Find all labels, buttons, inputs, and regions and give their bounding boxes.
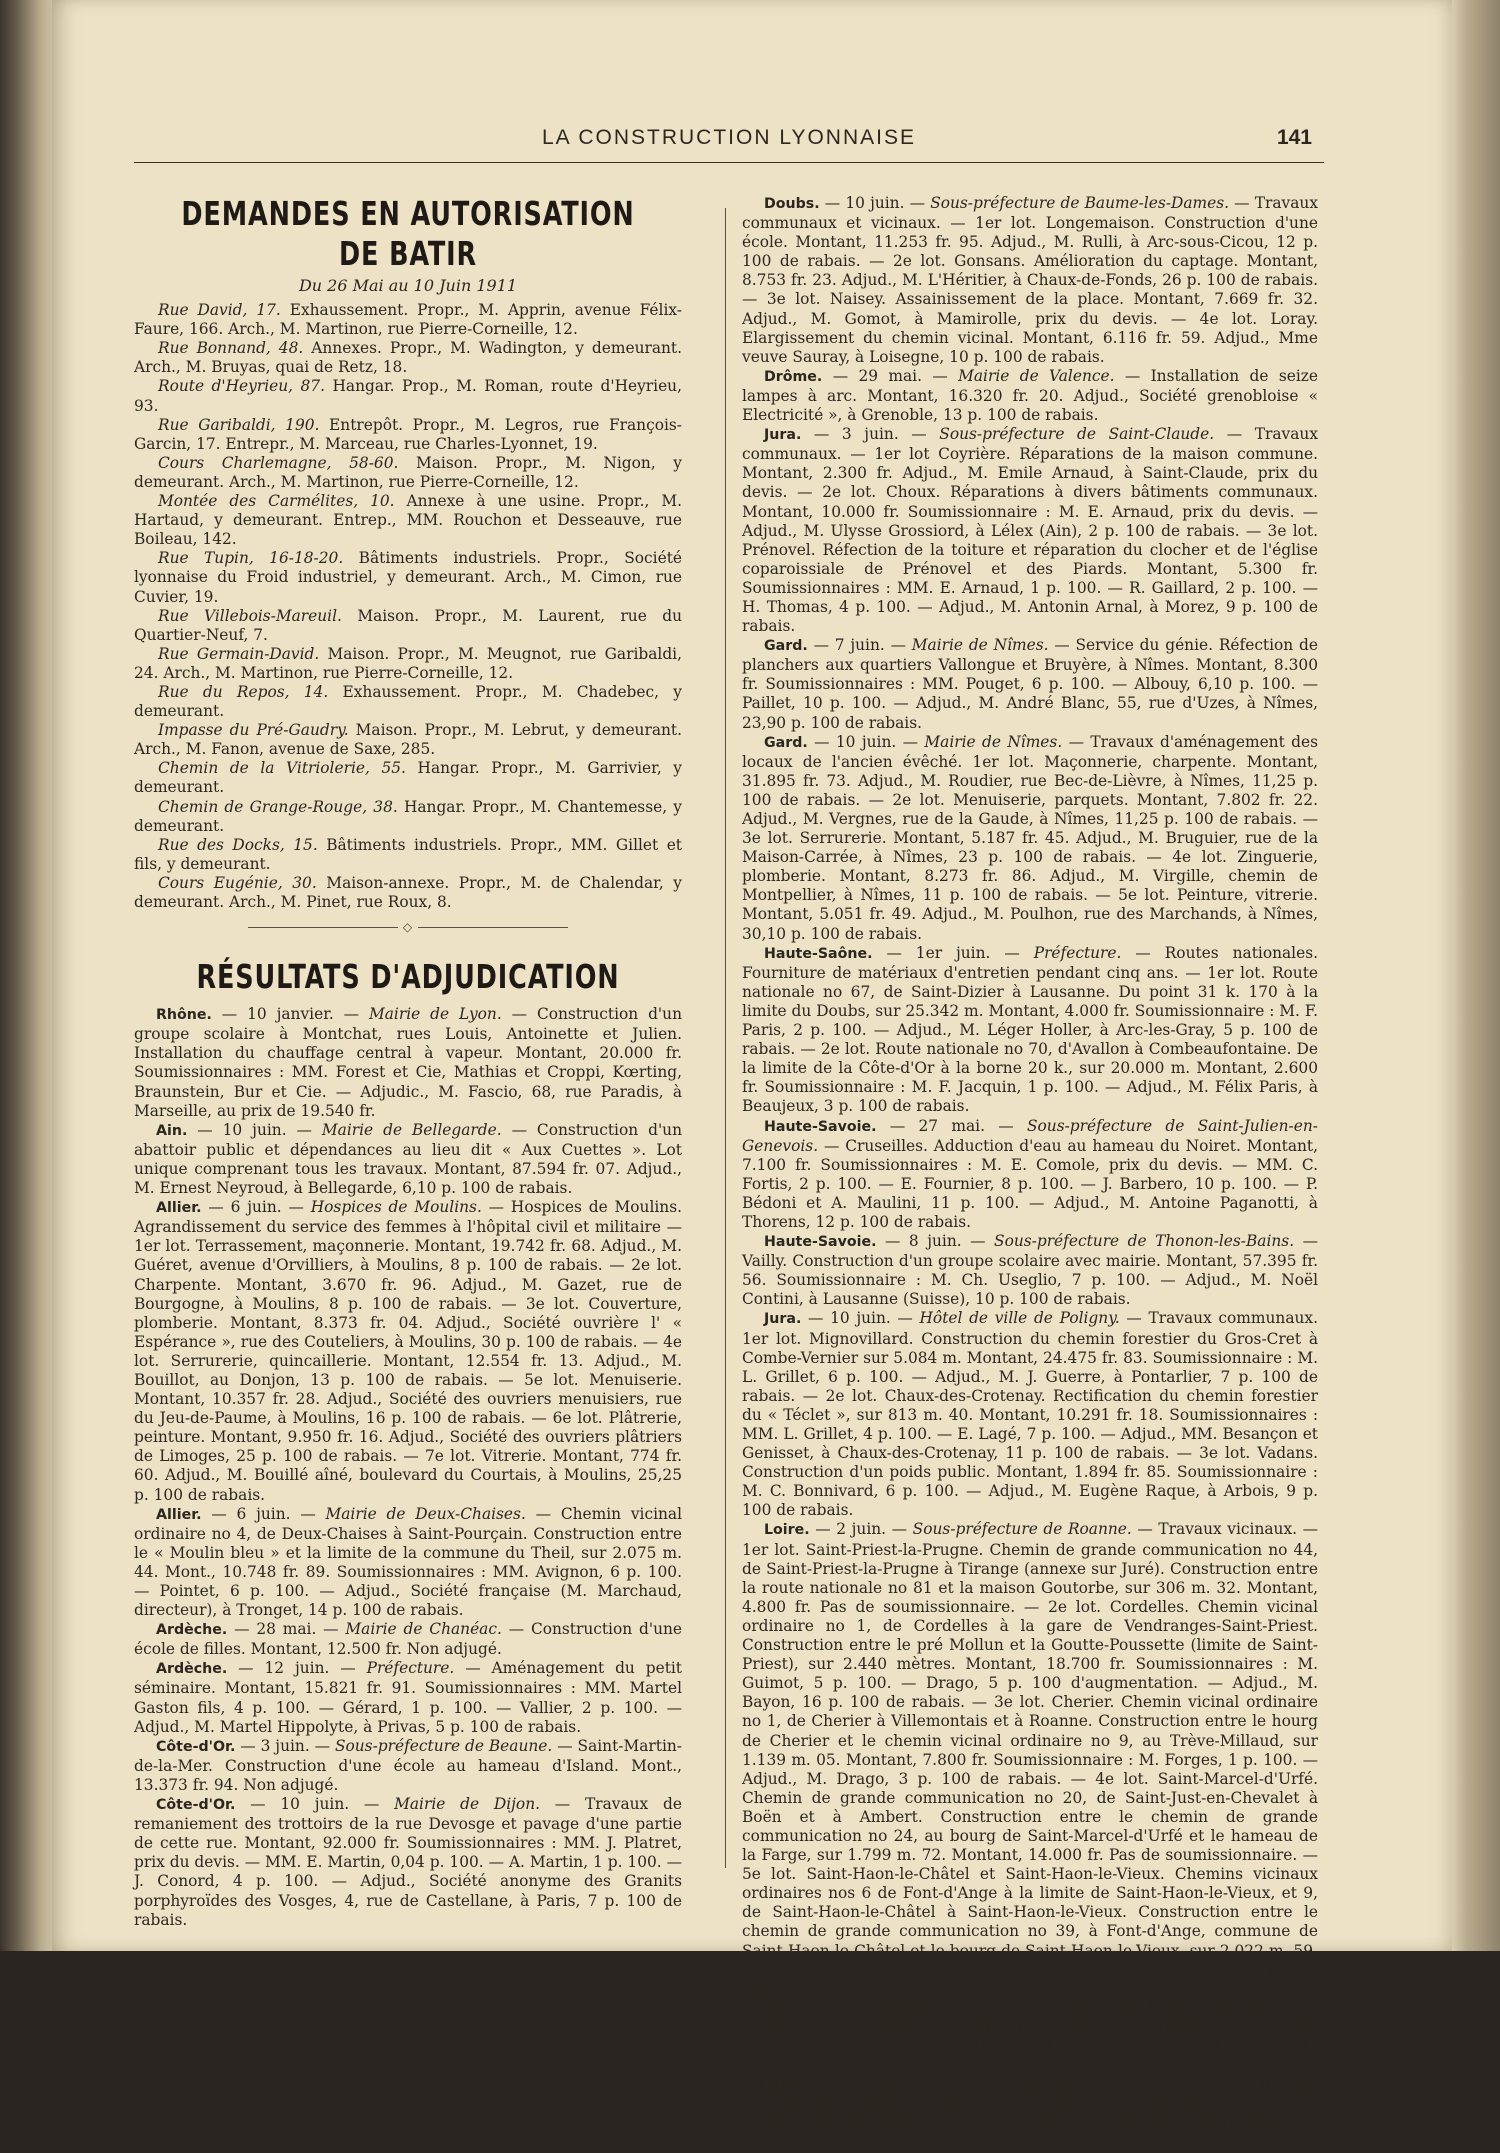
entry-date: — 6 juin. — <box>201 1198 311 1217</box>
permit-entry <box>134 377 682 415</box>
permit-entry <box>134 339 682 377</box>
permit-details: Hangar. Propr., M. Chantemesse, y demeurant. <box>134 797 682 835</box>
permit-details: Bâtiments industriels. Propr., Société lyonnaise du Froid industriel, y demeurant. Arch., M. Cimon, rue Cuvier, 19. <box>134 549 682 606</box>
page-number: 141 <box>1276 126 1312 149</box>
permit-street: Chemin de Grange-Rouge, 38. <box>158 797 398 816</box>
department-name: Gard. <box>764 638 808 655</box>
entry-details: — Travaux d'aménagement des locaux de l'ancien évêché. 1er lot. Maçonnerie, charpente. Montant, 31.895 fr. 73. Adjud., M. Roudier, rue Bec-de-Lièvre, à Nîmes, 11,25 p. 100 de rabais. — 2e lot. Menuiserie, parquets. Montant, 7.802 fr. 22. Adjud., M. Vergnes, rue de la Gaude, à Nîmes, 11,25 p. 100 de rabais. — 3e lot. Serrurerie. Montant, 5.187 fr. 45. Adjud., M. Bruguier, rue de la Maison-Carrée, à Nîmes, 23 p. 100 de rabais. — 4e lot. Zinguerie, plomberie. Montant, 8.273 fr. 86. Adjud., M. Virgille, chemin de Montpellier, à Nîmes, 11 p. 100 de rabais. — 5e lot. Peinture, vitrerie. Montant, 5.051 fr. 49. Adjud., M. Poulhon, rue des Marchands, à Nîmes, 30,10 p. 100 de rabais. <box>742 732 1319 943</box>
entry-date: — 7 juin. — <box>807 636 912 655</box>
permit-entry <box>134 798 682 836</box>
column-divider <box>725 208 726 1868</box>
entry-date: — 28 mai. — <box>227 1620 346 1639</box>
entry-date: — 27 mai. — <box>876 1116 1027 1135</box>
entry-authority: Mairie de Valence. <box>958 366 1115 385</box>
adjudication-entry <box>134 1121 682 1198</box>
entry-details: — Installation de seize lampes à arc. Montant, 16.320 fr. 20. Adjud., Société grenobloise « Electricité », à Grenoble, 13 p. 100 de rabais. <box>742 366 1318 425</box>
entry-details: — Routes nationales. Fourniture de matériaux d'entretien pendant cinq ans. — 1er lot. Route nationale no 67, de Saint-Dizier à Lausanne. Du point 31 k. 170 à la limite du Doubs, sur 25.342 m. Montant, 4.000 fr. Soumissionnaire : M. F. Paris, 2 p. 100. — Adjud., M. Léger Holler, à Arc-les-Gray, 5 p. 100 de rabais. — 2e lot. Route nationale no 70, d'Avallon à Combeaufontaine. De la limite de la Côte-d'Or à la borne 20 k., sur 20.000 m. Montant, 2.600 fr. Soumissionnaire : M. F. Jacquin, 1 p. 100. — Adjud., M. Félix Paris, à Beaujeux, 3 p. 100 de rabais. <box>742 943 1319 1116</box>
permit-details: Exhaussement. Propr., M. Apprin, avenue Félix-Faure, 166. Arch., M. Martinon, rue Pierre-Corneille, 12. <box>134 301 682 339</box>
adjudication-entry <box>742 194 1318 367</box>
entry-authority: Mairie de Chanéac. <box>345 1620 502 1639</box>
entry-date: — 3 juin. — <box>801 425 940 444</box>
entry-date: — 6 juin. — <box>201 1504 326 1523</box>
adjudication-entry <box>134 1505 682 1621</box>
department-name: Drôme. <box>764 368 823 385</box>
department-name: Allier. <box>156 1200 202 1217</box>
entry-details: — Travaux vicinaux. — 1er lot. Saint-Priest-la-Prugne. Chemin de grande communication no 44, de Saint-Priest-la-Prugne à Tirange (annexe sur Juré). Construction entre la route nationale no 81 et la maison Goutorbe, sur 306 m. 32. Montant, 4.800 fr. Pas de soumissionnaire. — 2e lot. Cordelles. Chemin vicinal ordinaire no 1, de Cordelles à la gare de Vendranges-Saint-Priest. Construction entre le pré Mollun et la Goutte-Poussette (limite de Saint-Priest), sur 2.440 mètres. Montant, 18.700 fr. Soumissionnaires : M. Guimot, 5 p. 100. — Drago, 5 p. 100 d'augmentation. — Adjud., M. Bayon, 16 p. 100 de rabais. — 3e lot. Cherier. Chemin vicinal ordinaire no 1, de Cherier à Villemontais et à Roanne. Construction entre le hourg de Cherier et le chemin vicinal ordinaire no 9, au Trève-Millaud, sur 1.139 m. 05. Montant, 7.800 fr. Soumissionnaire : M. Forges, 1 p. 100. — Adjud., M. Drago, 3 p. 100 de rabais. — 4e lot. Saint-Marcel-d'Urfé. Chemin de grande communication no 20, de Saint-Just-en-Chevalet à Boën et à Ambert. Construction entre le chemin de grande communication no 24, au bourg de Saint-Marcel-d'Urfé et le hameau de la Farge, sur 1.799 m. 72. Montant, 14.000 fr. Pas de soumissionnaire. — 5e lot. Saint-Haon-le-Châtel et Saint-Haon-le-Vieux. Chemins vicinaux ordinaires nos 6 de Font-d'Ange à la limite de Saint-Haon-le-Vieux, et 9, de Saint-Haon-le-Châtel à Saint-Haon-le-Vieux. Construction entre le chemin de grande communication no 39, à Font-d'Ange, commune de Saint-Haon-le-Châtel et le bourg de Saint-Haon-le-Vieux, sur 2.022 m. 59. Soumissionnaires : M. Forges, prix du devis. — M. Drago, 1 p. 100. — Adjud., M. Darcon, à Renaison, 2 p. 100 de rabais. — 6e lot. La Bénissons-Dieu. Chemin vicinal ordinaire no 9, de la Bénissons-Dieu à la Croix de la Perche. Construction entre le chemin de grande communication no 4 bis et la limite de la commune de Noailly, sur 1.219 m. 16. Montant, 9.000 fr. Pas de soumissionnaire. <box>742 1520 1319 2075</box>
entry-date: — 8 juin. — <box>876 1232 995 1251</box>
entry-authority: Sous-préfecture de Roanne. <box>912 1520 1132 1539</box>
permit-street: Chemin de la Vitriolerie, 55. <box>158 759 406 778</box>
permit-street: Impasse du Pré-Gaudry. <box>158 721 349 740</box>
department-name: Doubs. <box>764 196 820 212</box>
entry-date: — 1er juin. — <box>872 943 1034 962</box>
permit-street: Rue Garibaldi, 190. <box>158 415 320 434</box>
results-list-left <box>134 1005 682 1930</box>
permit-details: Hangar. Propr., M. Garrivier, y demeurant. <box>134 759 682 797</box>
entry-details: — Vailly. Construction d'un groupe scolaire avec mairie. Montant, 57.395 fr. 56. Soumissionnaire : M. Ch. Useglio, 7 p. 100. — Adjud., M. Noël Contini, à Lausanne (Suisse), 10 p. 100 de rabais. <box>742 1232 1319 1309</box>
adjudication-entry <box>742 425 1318 636</box>
department-name: Ardèche. <box>156 1622 228 1639</box>
entry-authority: Sous-préfecture de Saint-Claude. <box>939 425 1215 444</box>
entry-authority: Mairie de Nîmes. <box>924 732 1063 751</box>
permit-street: Cours Eugénie, 30. <box>158 873 317 892</box>
entry-date: — 10 juin. — <box>235 1795 395 1814</box>
adjudication-entry <box>742 2075 1318 2152</box>
permit-street: Rue Tupin, 16-18-20. <box>158 549 344 568</box>
entry-date: — 12 juin. — <box>227 1659 367 1678</box>
permit-entry <box>134 836 682 874</box>
entry-date: — 10 juin. — <box>801 1309 920 1328</box>
entry-details: — Construction d'un groupe scolaire à Montchat, rues Louis, Antoinette et Julien. Installation du chauffage central à vapeur. Montant, 20.000 fr. Soumissionnaires : MM. Forest et Cie, Mathias et Croppi, Kœrting, Braunstein, Bur et Cie. — Adjudic., M. Fascio, 68, rue Paradis, à Marseille, au prix de 19.540 fr. <box>134 1005 682 1120</box>
department-name: Rhône. <box>156 1007 212 1024</box>
permit-street: Rue des Docks, 15. <box>158 835 318 854</box>
department-name: Allier. <box>156 1506 202 1523</box>
running-title: LA CONSTRUCTION LYONNAISE <box>541 126 916 149</box>
left-column <box>134 194 682 1930</box>
results-list-right <box>742 194 1318 2153</box>
permit-entry <box>134 645 682 683</box>
department-name: Loire. <box>764 2077 810 2094</box>
entry-date: — 10 janvier. — <box>211 1005 369 1024</box>
permit-street: Rue Villebois-Mareuil. <box>158 606 342 625</box>
permit-entry <box>134 683 682 721</box>
entry-authority: Sous-préfecture de Beaune. <box>334 1736 553 1755</box>
permit-details: Annexe à une usine. Propr., M. Hartaud, y demeurant. Entrep., MM. Rouchon et Desseauve, rue Boileau, 142. <box>134 492 683 549</box>
entry-details: — Service du génie. Réfection de planchers aux quartiers Vallongue et Bruyère, à Nîmes. Montant, 8.300 fr. Soumissionnaires : MM. Pouget, 6 p. 100. — Albouy, 6,10 p. 100. — Paillet, 10 p. 100. — Adjud., M. André Blanc, 55, rue d'Uzes, à Nîmes, 23,90 p. 100 de rabais. <box>742 636 1318 732</box>
section-ornament: ◇ <box>134 918 682 937</box>
entry-authority: Sous-préfecture de Thonon-les-Bains. <box>994 1232 1295 1251</box>
adjudication-entry <box>742 733 1318 944</box>
adjudication-entry <box>742 367 1318 425</box>
department-name: Côte-d'Or. <box>156 1797 236 1814</box>
entry-date: — 10 juin. — <box>807 732 925 751</box>
department-name: Haute-Savoie. <box>764 1118 877 1135</box>
permit-street: Cours Charlemagne, 58-60. <box>158 453 399 472</box>
permit-details: Entrepôt. Propr., M. Legros, rue François-Garcin, 17. Entrepr., M. Marceau, rue Charles-Lyonnet, 19. <box>134 415 682 453</box>
entry-details: — Cruseilles. Adduction d'eau au hameau du Noiret. Montant, 7.100 fr. Soumissionnaires : M. E. Comole, prix du devis. — MM. C. Fortis, 2 p. 100. — E. Fournier, 8 p. 100. — J. Barbero, 10 p. 100. — P. Bédoni et A. Maulini, 11 p. 100. — Adjud., M. Antoine Paganotti, à Thorens, 12 p. 100 de rabais. <box>742 1136 1318 1231</box>
permit-details: Maison. Propr., M. Meugnot, rue Garibaldi, 24. Arch., M. Martinon, rue Pierre-Corneille, 12. <box>134 644 682 682</box>
permit-entry <box>134 454 682 492</box>
adjudication-entry <box>134 1737 682 1795</box>
results-title: RÉSULTATS D'ADJUDICATION <box>196 957 620 997</box>
permit-street: Rue du Repos, 14. <box>158 682 329 701</box>
adjudication-entry <box>742 1520 1318 2075</box>
adjudication-entry <box>134 1659 682 1736</box>
department-name: Haute-Savoie. <box>764 1234 877 1251</box>
adjudication-entry <box>742 636 1318 732</box>
permit-details: Maison-annexe. Propr., M. de Chalendar, y demeurant. Arch., M. Pinet, rue Roux, 8. <box>134 873 682 911</box>
entry-details: — Chemin vicinal ordinaire no 4, de Deux-Chaises à Saint-Pourçain. Construction entre le « Moulin bleu » et la limite de la commune du Theil, sur 2.075 m. 44. Mont., 10.748 fr. 89. Soumissionnaires : MM. Avignon, 6 p. 100. — Pointet, 6 p. 100. — Adjud., Société française (M. Marchaud, directeur), à Tronget, 14 p. 100 de rabais. <box>134 1504 682 1620</box>
entry-details: — Travaux de remaniement des trottoirs de la rue Devosge et pavage d'une partie de cette rue. Montant, 92.000 fr. Soumissionnaires : MM. J. Platret, prix du devis. — MM. E. Martin, 0,04 p. 100. — A. Martin, 1 p. 100. — J. Conord, 4 p. 100. — Adjud., Société anonyme des Granits porphyroïdes des Vosges, 4, rue de Castellane, à Paris, 7 p. 100 de rabais. <box>134 1795 682 1929</box>
entry-details: — Construction d'un groupe scolaire (3 classes pour garçons, 3 pour filles). — 1er lot. Fouilles, terrassement, maçonnerie. Montant, 28.300 fr. Non adjugé. — 2e lot. Char- <box>742 2075 1318 2152</box>
permit-details: Annexes. Propr., M. Wadington, y demeurant. Arch., M. Bruyas, quai de Retz, 18. <box>134 339 683 377</box>
permit-street: Rue David, 17. <box>158 301 281 320</box>
permits-list <box>134 301 682 912</box>
entry-authority: Mairie de Nîmes. <box>911 636 1049 655</box>
permit-street: Rue Bonnand, 48. <box>158 339 304 358</box>
adjudication-entry <box>134 1795 682 1930</box>
department-name: Jura. <box>764 1311 802 1328</box>
entry-details: — Travaux communaux et vicinaux. — 1er lot. Longemaison. Construction d'une école. Montant, 11.253 fr. 95. Adjud., M. Rulli, à Arc-sous-Cicou, 12 p. 100 de rabais. — 2e lot. Gonsans. Amélioration du captage. Montant, 8.753 fr. 23. Adjud., M. L'Héritier, à Chaux-de-Fonds, 26 p. 100 de rabais. — 3e lot. Naisey. Assainissement de la place. Montant, 7.669 fr. 32. Adjud., M. Gomot, à Mamirolle, prix du devis. — 4e lot. Loray. Elargissement du chemin vicinal. Montant, 6.116 fr. 59. Adjud., Mme veuve Sauray, à Loisegne, 10 p. 100 de rabais. <box>742 194 1318 366</box>
entry-authority: Hospices de Moulins. <box>310 1198 482 1217</box>
entry-details: — Construction d'une école de filles. Montant, 12.500 fr. Non adjugé. <box>134 1620 683 1659</box>
permit-entry <box>134 874 682 912</box>
entry-details: — Travaux communaux. — 1er lot Coyrière. Réparations de la maison commune. Montant, 2.300 fr. Adjud., M. Emile Arnaud, à Saint-Claude, prix du devis. — 2e lot. Choux. Réparations à divers bâtiments communaux. Montant, 10.000 fr. Soumissionnaire : M. E. Arnaud, prix du devis. — Adjud., M. Ulysse Grossiord, à Lélex (Ain), 2 p. 100 de rabais. — 3e lot. Prénovel. Réfection de la toiture et réparation du clocher et de l'église coparoissiale de Prénovel et des Piards. Montant, 5.300 fr. Soumissionnaires : MM. E. Arnaud, 1 p. 100. — R. Gaillard, 2 p. 100. — H. Thomas, 4 p. 100. — Adjud., M. Antonin Arnal, à Morez, 9 p. 100 de rabais. <box>742 425 1318 636</box>
permit-details: Maison. Propr., M. Nigon, y demeurant. Arch., M. Martinon, rue Pierre-Corneille, 12. <box>134 453 682 491</box>
entry-details: — Travaux communaux. 1er lot. Mignovillard. Construction du chemin forestier du Gros-Cret à Combe-Vernier sur 5.084 m. Montant, 24.475 fr. 83. Soumissionnaire : M. L. Grillet, 6 p. 100. — Adjud., M. J. Guerre, à Pontarlier, 7 p. 100 de rabais. — 2e lot. Chaux-des-Crotenay. Rectification du chemin forestier du « Téclet », sur 813 m. 40. Montant, 10.291 fr. 18. Soumissionnaires : MM. L. Grillet, 4 p. 100. — E. Lagé, 7 p. 100. — Adjud., MM. Besançon et Genisset, à Chaux-des-Crotenay, 11 p. 100 de rabais. — 3e lot. Vadans. Construction d'un poids public. Montant, 1.894 fr. 85. Soumissionnaire : M. C. Bonnivard, 6 p. 100. — Adjud., M. Eugène Raque, à Arbois, 9 p. 100 de rabais. <box>742 1309 1318 1520</box>
adjudication-entry <box>742 944 1318 1117</box>
running-header <box>134 120 1324 163</box>
entry-authority: Hôtel de ville de Poligny. <box>919 1309 1120 1328</box>
permits-date-range: Du 26 Mai au 10 Juin 1911 <box>298 276 518 295</box>
entry-details: — Hospices de Moulins. Agrandissement du service des femmes à l'hôpital civil et militaire —1er lot. Terrassement, maçonnerie. Montant, 19.742 fr. 68. Adjud., M. Guéret, avenue d'Orvilliers, à Moulins, 8 p. 100 de rabais. — 2e lot. Charpente. Montant, 3.670 fr. 96. Adjud., M. Gazet, rue de Bourgogne, à Moulins, 8 p. 100 de rabais. — 3e lot. Couverture, plomberie. Montant, 8.373 fr. 04. Adjud., Société ouvrière l' « Espérance », rue des Couteliers, à Moulins, 30 p. 100 de rabais. — 4e lot. Serrurerie, quincaillerie. Montant, 12.554 fr. 13. Adjud., M. Bouillot, au Donjon, 13 p. 100 de rabais. — 5e lot. Menuiserie. Montant, 10.357 fr. 28. Adjud., Société des ouvriers menuisiers, rue du Jeu-de-Paume, à Moulins, 16 p. 100 de rabais. — 6e lot. Plâtrerie, peinture. Montant, 9.950 fr. 16. Adjud., Société des ouvriers plâtriers de Limoges, 25 p. 100 de rabais. — 7e lot. Vitrerie. Montant, 774 fr. 60. Adjud., M. Bouillé aîné, boulevard du Courtais, à Moulins, 25,25 p. 100 de rabais. <box>134 1198 683 1504</box>
entry-authority: Mairie de Dijon. <box>394 1795 540 1814</box>
department-name: Ardèche. <box>156 1661 228 1678</box>
permit-entry <box>134 759 682 797</box>
entry-details: — Construction d'un abattoir public et dépendances au lieu dit « Aux Cuettes ». Lot unique comprenant tous les travaux. Montant, 87.594 fr. 07. Adjud., M. Ernest Neyroud, à Bellegarde, 6,10 p. 100 de rabais. <box>134 1120 682 1198</box>
department-name: Haute-Saône. <box>764 945 873 962</box>
permit-street: Montée des Carmélites, 10. <box>158 492 395 511</box>
entry-date: — 10 juin. — <box>187 1120 322 1139</box>
department-name: Loire. <box>764 1522 810 1539</box>
department-name: Côte-d'Or. <box>156 1738 236 1755</box>
entry-authority: Mairie de Bellegarde-en-Forez. <box>935 2075 1185 2094</box>
permit-entry <box>134 721 682 759</box>
adjudication-entry <box>134 1198 682 1505</box>
page-edge-shadow <box>1452 0 1500 1951</box>
adjudication-entry <box>134 1620 682 1659</box>
entry-details: — Saint-Martin-de-la-Mer. Construction d'une école au hameau d'Island. Mont., 13.373 fr. 94. Non adjugé. <box>134 1736 682 1794</box>
entry-details: — Aménagement du petit séminaire. Montant, 15.821 fr. 91. Soumissionnaires : MM. Martel Gaston fils, 4 p. 100. — Gérard, 1 p. 100. — Vallier, 2 p. 100. — Adjud., M. Martel Hippolyte, à Privas, 5 p. 100 de rabais. <box>134 1659 682 1736</box>
adjudication-entry <box>742 1117 1318 1233</box>
permit-details: Bâtiments industriels. Propr., MM. Gillet et fils, y demeurant. <box>134 835 682 873</box>
permit-details: Maison. Propr., M. Laurent, rue du Quartier-Neuf, 7. <box>134 606 682 644</box>
adjudication-entry <box>742 1232 1318 1309</box>
permit-entry <box>134 549 682 606</box>
adjudication-entry <box>742 1309 1318 1520</box>
entry-date: — 11 juin. — <box>809 2075 936 2094</box>
book-spine-shadow <box>0 0 60 1951</box>
entry-authority: Préfecture. <box>366 1659 455 1678</box>
entry-authority: Mairie de Bellegarde. <box>321 1120 502 1139</box>
entry-authority: Sous-préfecture de Saint-Julien-en-Genevois. <box>742 1116 1318 1155</box>
permit-street: Rue Germain-David. <box>158 644 320 663</box>
entry-authority: Mairie de Lyon. <box>368 1005 502 1024</box>
entry-date: — 29 mai. — <box>822 366 959 385</box>
entry-authority: Sous-préfecture de Baume-les-Dames. <box>930 194 1230 212</box>
department-name: Jura. <box>764 427 802 444</box>
permit-details: Maison. Propr., M. Lebrut, y demeurant. Arch., M. Fanon, avenue de Saxe, 285. <box>134 721 682 759</box>
permit-entry <box>134 492 682 549</box>
permit-entry <box>134 607 682 645</box>
permit-entry <box>134 416 682 454</box>
entry-authority: Mairie de Deux-Chaises. <box>325 1504 526 1523</box>
permits-title: DEMANDES EN AUTORISATION DE BATIR <box>181 194 635 273</box>
department-name: Ain. <box>156 1122 188 1139</box>
entry-authority: Préfecture. <box>1033 943 1122 962</box>
permit-details: Exhaussement. Propr., M. Chadebec, y demeurant. <box>134 682 682 721</box>
entry-date: — 2 juin. — <box>809 1520 913 1539</box>
permit-street: Route d'Heyrieu, 87. <box>158 377 325 396</box>
entry-date: — 10 juin. — <box>819 194 931 212</box>
right-column <box>742 194 1318 2153</box>
department-name: Gard. <box>764 734 808 751</box>
adjudication-entry <box>134 1005 682 1121</box>
entry-date: — 3 juin. — <box>235 1736 335 1755</box>
permit-entry <box>134 301 682 339</box>
permit-details: Hangar. Prop., M. Roman, route d'Heyrieu, 93. <box>134 377 682 415</box>
